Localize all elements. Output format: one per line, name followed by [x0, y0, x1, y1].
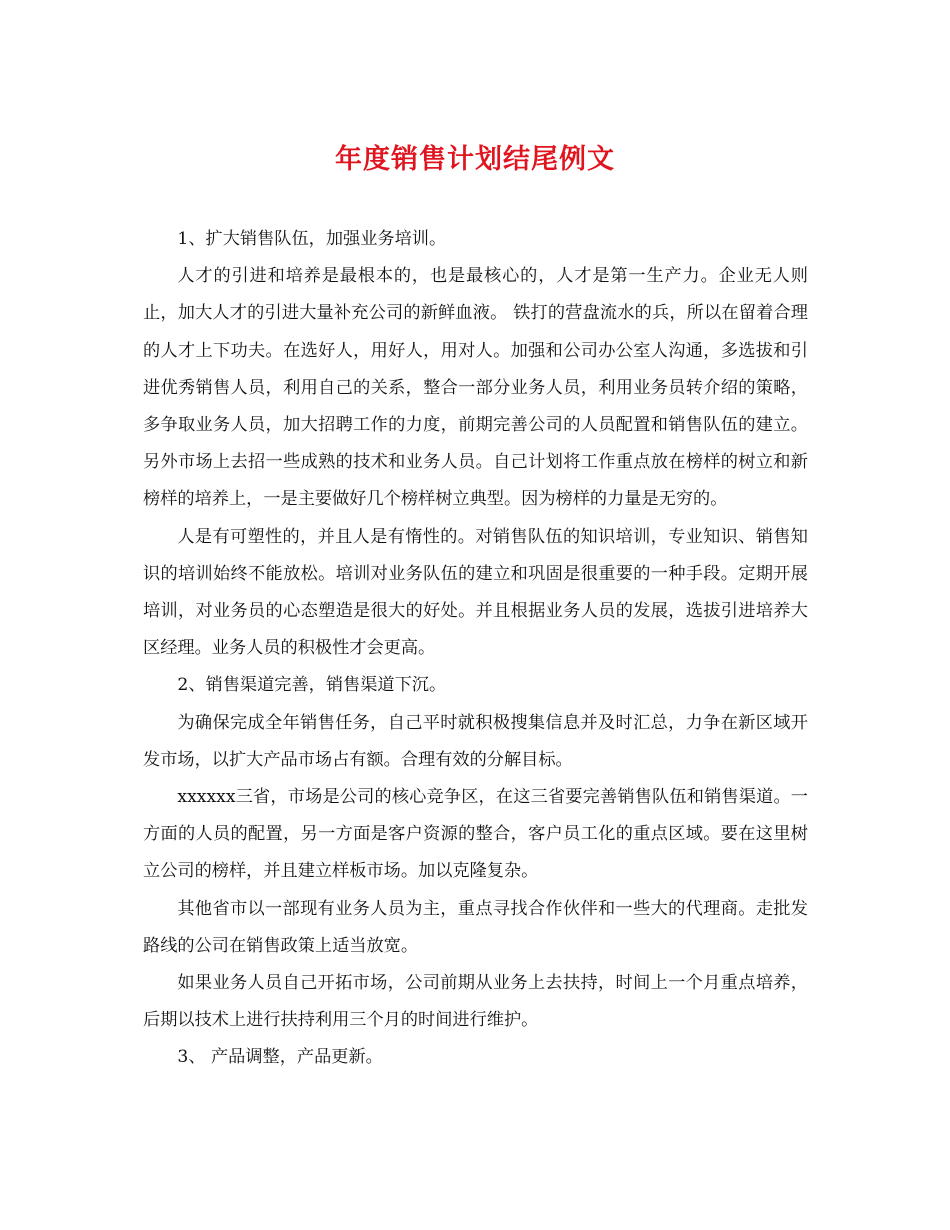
- document-body: [143, 221, 808, 1077]
- paragraph-8: 如果业务人员自己开拓市场，公司前期从业务上去扶持，时间上一个月重点培养，后期以技术上进行扶持利用三个月的时间进行维护。: [143, 973, 808, 1031]
- paragraph-9: 3、 产品调整，产品更新。: [177, 1047, 383, 1068]
- paragraph-5: 为确保完成全年销售任务，自己平时就积极搜集信息并及时汇总，力争在新区域开发市场，以扩大产品市场占有额。合理有效的分解目标。: [143, 712, 808, 770]
- paragraph-7: 其他省市以一部现有业务人员为主，重点寻找合作伙伴和一些大的代理商。走批发路线的公司在销售政策上适当放宽。: [143, 898, 808, 956]
- paragraph-1: 1、扩大销售队伍，加强业务培训。: [177, 229, 447, 249]
- paragraph-2: 人才的引进和培养是最根本的，也是最核心的，人才是第一生产力。企业无人则止，加大人才的引进大量补充公司的新鲜血液。 铁打的营盘流水的兵，所以在留着合理的人才上下功夫。在选好人，用好人，用对人。加强和公司办公室人沟通，多选拔和引进优秀销售人员，利用自己的关系，整合一部分业务人员，利用业务员转介绍的策略，多争取业务人员，加大招聘工作的力度，前期完善公司的人员配置和销售队伍的建立。另外市场上去招一些成熟的技术和业务人员。自己计划将工作重点放在榜样的树立和新榜样的培养上，一是主要做好几个榜样树立典型。因为榜样的力量是无穷的。: [143, 266, 808, 510]
- paragraph-4: 2、销售渠道完善，销售渠道下沉。: [177, 675, 447, 696]
- paragraph-3: 人是有可塑性的，并且人是有惰性的。对销售队伍的知识培训，专业知识、销售知识的培训始终不能放松。培训对业务队伍的建立和巩固是很重要的一种手段。定期开展培训，对业务员的心态塑造是很大的好处。并且根据业务人员的发展，选拔引进培养大区经理。业务人员的积极性才会更高。: [143, 526, 808, 659]
- document-title: 年度销售计划结尾例文: [335, 144, 615, 175]
- paragraph-6: xxxxxx三省，市场是公司的核心竞争区，在这三省要完善销售队伍和销售渠道。一方面的人员的配置，另一方面是客户资源的整合，客户员工化的重点区域。要在这里树立公司的榜样，并且建立样板市场。加以克隆复杂。: [143, 787, 808, 882]
